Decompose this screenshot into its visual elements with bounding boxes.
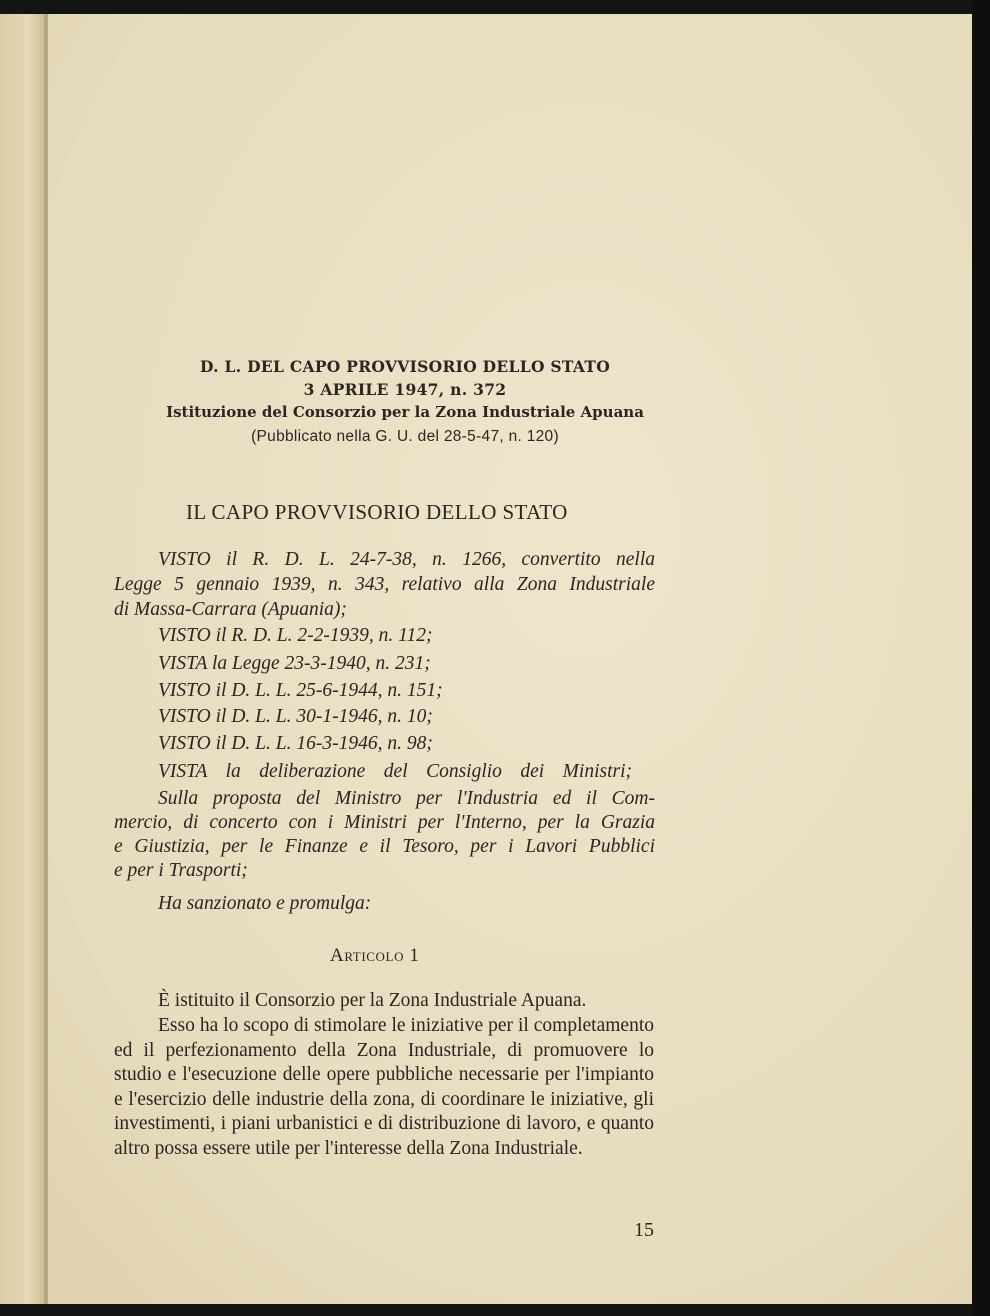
- enacting-formula: Ha sanzionato e promulga:: [158, 893, 372, 914]
- decree-date: 3 APRILE 1947, n. 372: [303, 380, 507, 399]
- visto-item: VISTO il D. L. L. 30-1-1946, n. 10;: [158, 706, 433, 727]
- preamble-line: Legge 5 gennaio 1939, n. 343, relativo alla Zona Industriale: [114, 574, 655, 595]
- page-number: 15: [634, 1219, 654, 1241]
- preamble-line: VISTO il R. D. L. 24-7-38, n. 1266, convertito nella: [158, 549, 655, 570]
- visto-item: VISTO il D. L. L. 16-3-1946, n. 98;: [158, 733, 433, 754]
- preamble-line: di Massa-Carrara (Apuania);: [114, 599, 347, 620]
- article-heading-text: Articolo 1: [330, 945, 420, 966]
- decree-heading: D. L. DEL CAPO PROVVISORIO DELLO STATO: [199, 357, 611, 376]
- publication-note: (Pubblicato nella G. U. del 28-5-47, n. 120): [251, 428, 559, 445]
- visto-item: VISTO il D. L. L. 25-6-1944, n. 151;: [158, 680, 443, 701]
- proposal-line: e per i Trasporti;: [114, 860, 248, 881]
- decree-subject: Istituzione del Consorzio per la Zona Industriale Apuana: [166, 403, 644, 421]
- visto-item: VISTA la deliberazione del Consiglio dei Ministri;: [158, 761, 632, 782]
- visto-item: VISTO il R. D. L. 2-2-1939, n. 112;: [158, 625, 433, 646]
- proposal-line: Sulla proposta del Ministro per l'Industria ed il Com-: [158, 788, 655, 809]
- article-body: Esso ha lo scopo di stimolare le iniziative per il completamento ed il perfezionamento della Zona Industriale, di promuovere lo studio e l'esecuzione delle opere pubbliche necessarie per l'impianto e l'esercizio delle industrie della zona, di coordinare le iniziative, gli investimenti, i piani urbanistici e di distribuzione di lavoro, e quanto altro possa essere utile per l'interesse della Zona Industriale.: [114, 1015, 654, 1159]
- article-heading: [330, 945, 420, 967]
- proposal-line: mercio, di concerto con i Ministri per l'Interno, per la Grazia: [114, 812, 655, 833]
- visto-item: VISTA la Legge 23-3-1940, n. 231;: [158, 653, 431, 674]
- proposal-line: e Giustizia, per le Finanze e il Tesoro, per i Lavori Pubblici: [114, 836, 655, 857]
- spine-fold: [44, 14, 47, 1304]
- article-first-line: È istituito il Consorzio per la Zona Industriale Apuana.: [158, 990, 587, 1011]
- book-spine: [0, 14, 48, 1304]
- scan-border: [972, 0, 990, 1316]
- section-title: IL CAPO PROVVISORIO DELLO STATO: [186, 500, 568, 524]
